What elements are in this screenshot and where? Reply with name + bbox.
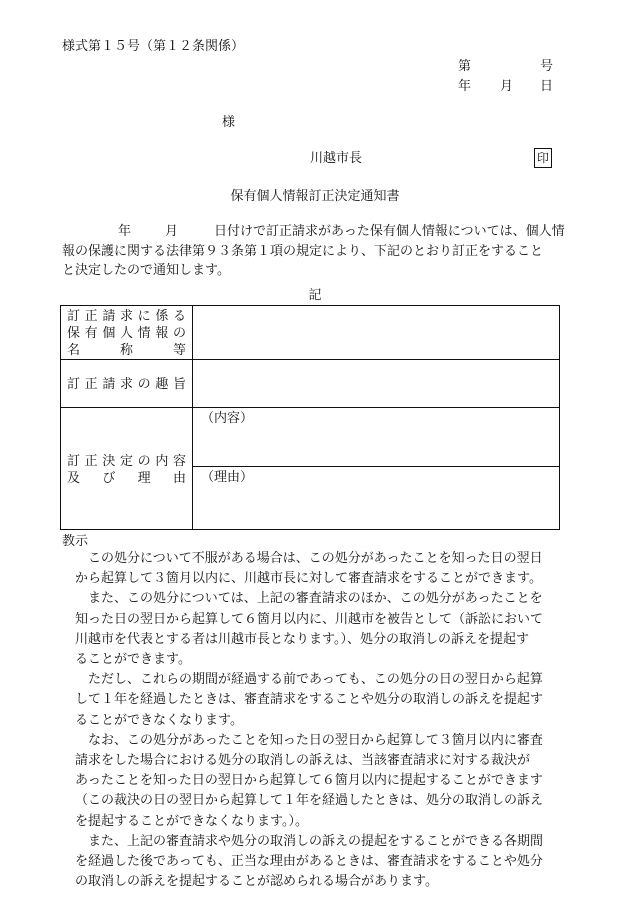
intro-month: 月 bbox=[165, 224, 179, 239]
field-subject[interactable] bbox=[193, 306, 560, 360]
label-purpose bbox=[61, 360, 193, 408]
instruction-line: の取消しの訴えを提起することが認められる場合があります。 bbox=[75, 874, 438, 890]
label-subject bbox=[61, 306, 193, 360]
label-subject-line-3: 名 称 等 bbox=[67, 343, 186, 358]
table-row-purpose bbox=[61, 360, 560, 408]
intro-year: 年 bbox=[118, 224, 132, 239]
label-decision-line-1: 訂正決定の内容 bbox=[67, 453, 186, 469]
table-row-subject bbox=[61, 306, 560, 360]
label-decision-line-2: 及 び 理 由 bbox=[67, 470, 186, 486]
addressee-label: 様 bbox=[222, 115, 236, 130]
instruction-line: 請求をした場合における処分の取消しの訴えは、当該審査請求に対する裁決が bbox=[75, 753, 531, 769]
doc-number-suffix: 号 bbox=[540, 59, 554, 74]
form-number: 様式第１５号（第１２条関係） bbox=[62, 39, 245, 54]
issuer-name: 川越市長 bbox=[310, 151, 363, 166]
instruction-line: ることができます。 bbox=[75, 652, 191, 668]
field-purpose[interactable] bbox=[193, 360, 560, 408]
instruction-line: 知った日の翌日から起算して６箇月以内に、川越市を被告として（訴訟において bbox=[75, 611, 544, 627]
label-subject-line-2: 保有個人情報の bbox=[67, 326, 186, 341]
intro-line-3: と決定したので通知します。 bbox=[62, 263, 230, 278]
table-row-decision bbox=[61, 408, 560, 530]
intro-line-1 bbox=[62, 222, 565, 242]
correction-table bbox=[60, 305, 560, 530]
instruction-line: を経過した後であっても、正当な理由があるときは、審査請求をすることや処分 bbox=[75, 854, 543, 870]
document-title: 保有個人情報訂正決定通知書 bbox=[230, 189, 400, 204]
instruction-line: を提起することができなくなります。）。 bbox=[75, 813, 308, 829]
intro-line-2: 報の保護に関する法律第９３条第１項の規定により、下記のとおり訂正をすること bbox=[62, 243, 544, 259]
instruction-line: あったことを知った日の翌日から起算して６箇月以内に提起することができます bbox=[75, 773, 543, 789]
date-day-label: 日 bbox=[540, 79, 554, 94]
instruction-line: また、この処分については、上記の審査請求のほか、この処分があったことを bbox=[88, 591, 543, 607]
instruction-line: ることができなくなります。 bbox=[75, 712, 243, 728]
label-purpose-text: 訂正請求の趣旨 bbox=[67, 377, 186, 392]
instruction-line: また、上記の審査請求や処分の取消しの訴えの提起をすることができる各期間 bbox=[88, 833, 544, 849]
reason-label: （理由） bbox=[201, 470, 254, 485]
instruction-line: 川越市を代表とする者は川越市長となります。）、処分の取消しの訴えを提起す bbox=[75, 631, 529, 647]
instruction-line: から起算して３箇月以内に、川越市長に対して審査請求をすることができます。 bbox=[75, 571, 542, 587]
instruction-heading: 教示 bbox=[62, 534, 89, 549]
field-decision-reason[interactable] bbox=[193, 467, 559, 529]
intro-line-1-text: 日付けで訂正請求があった保有個人情報については、個人情 bbox=[214, 224, 565, 239]
content-label: （内容） bbox=[201, 411, 254, 426]
instruction-line: して１年を経過したときは、審査請求をすることや処分の取消しの訴えを提起す bbox=[75, 692, 544, 708]
date-year-label: 年 bbox=[458, 79, 472, 94]
intro-paragraph bbox=[62, 222, 565, 281]
label-decision bbox=[61, 408, 193, 530]
ki-heading: 記 bbox=[308, 288, 322, 303]
date-month-label: 月 bbox=[500, 79, 514, 94]
instruction-line: ただし、これらの期間が経過する前であっても、この処分の日の翌日から起算 bbox=[88, 672, 543, 688]
seal-mark: 印 bbox=[534, 148, 552, 168]
instruction-line: なお、この処分があったことを知った日の翌日から起算して３箇月以内に審査 bbox=[88, 732, 543, 748]
doc-number-label: 第 bbox=[458, 59, 472, 74]
field-decision bbox=[193, 408, 560, 530]
instruction-line: この処分について不服がある場合は、この処分があったことを知った日の翌日 bbox=[88, 551, 543, 566]
label-subject-line-1: 訂正請求に係る bbox=[67, 309, 186, 324]
instruction-text bbox=[62, 549, 562, 892]
instruction-line: （この裁決の日の翌日から起算して１年を経過したときは、処分の取消しの訴え bbox=[75, 793, 544, 809]
field-decision-content[interactable] bbox=[193, 408, 559, 467]
